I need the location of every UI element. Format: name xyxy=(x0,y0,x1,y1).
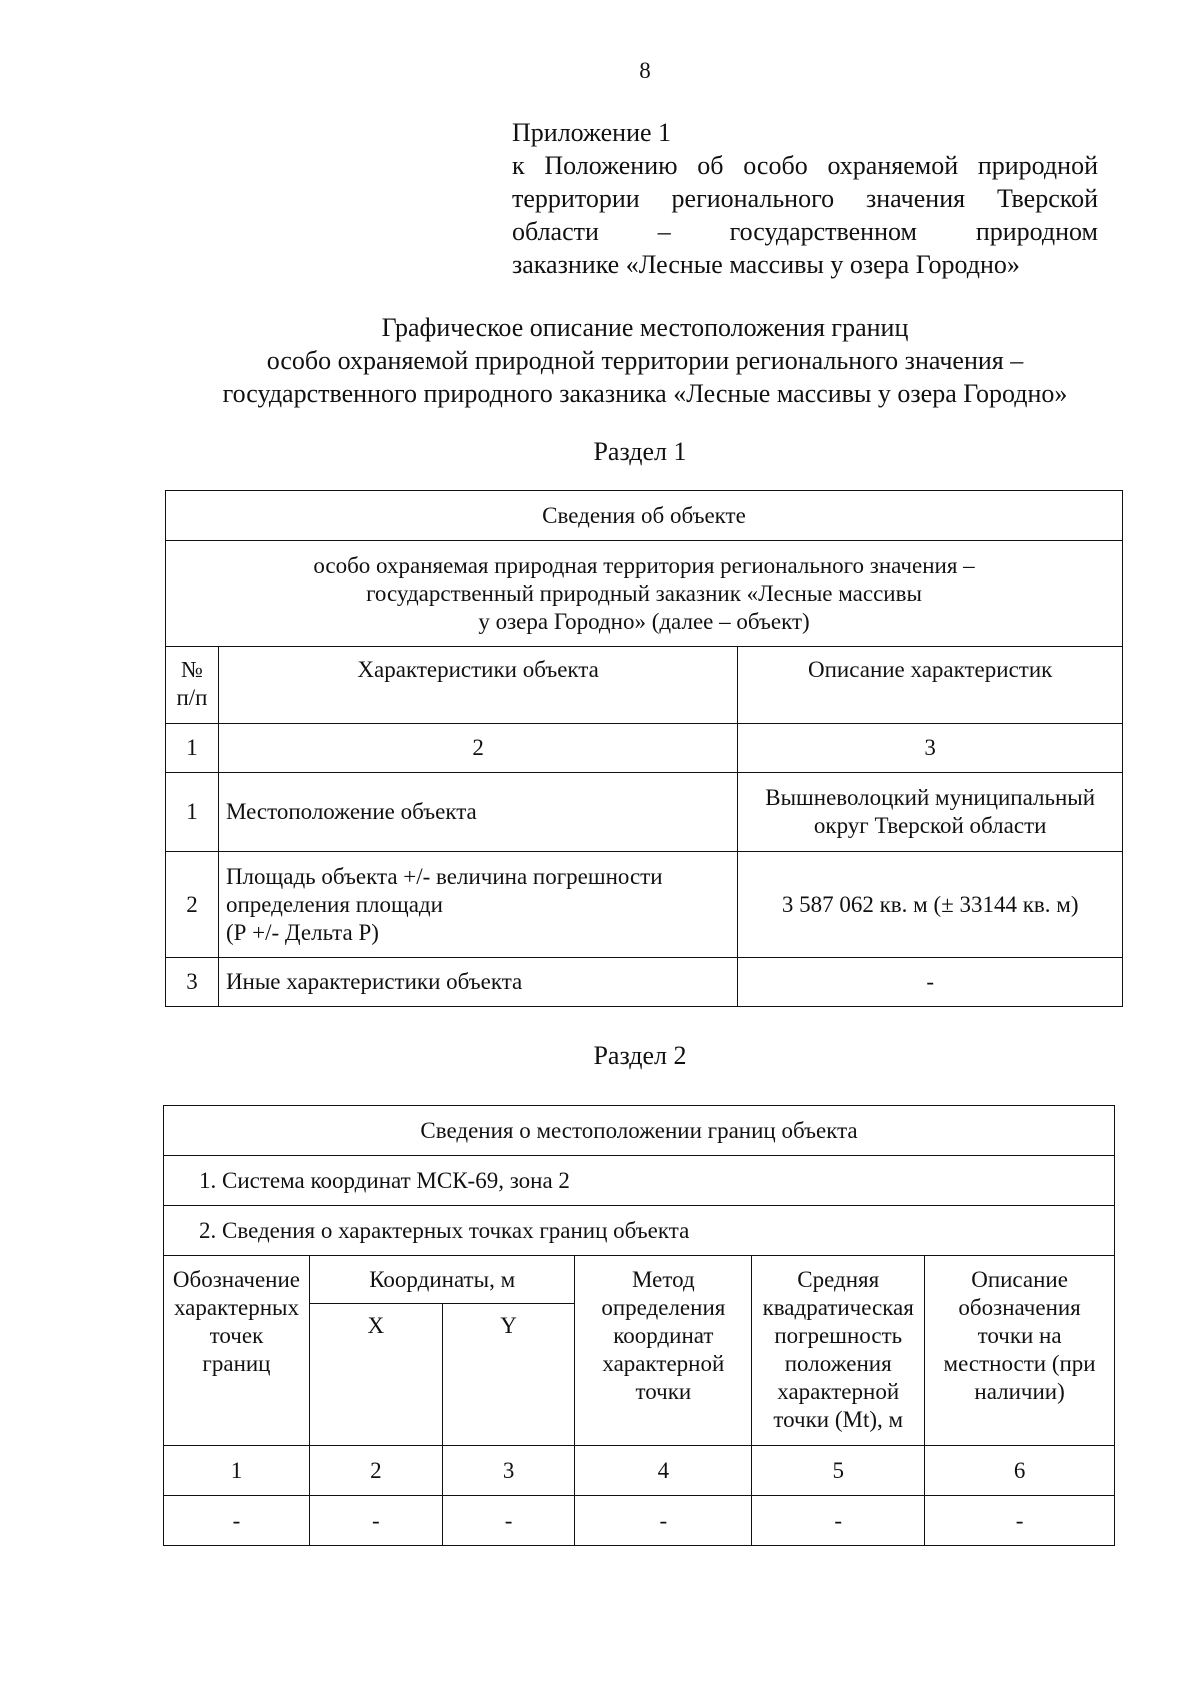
section2-title: Раздел 2 xyxy=(593,1041,687,1070)
header-line: характерной xyxy=(777,1379,900,1404)
appendix-line: области – государственном природном xyxy=(512,217,1098,246)
header-text: № xyxy=(180,657,203,682)
document-title xyxy=(150,311,1140,410)
column-header-method xyxy=(575,1256,752,1446)
title-line: государственного природного заказника «Лесные массивы у озера Городно» xyxy=(222,379,1068,408)
data-cell: - xyxy=(164,1496,310,1546)
section1-title: Раздел 1 xyxy=(593,437,687,466)
object-name-cell xyxy=(166,541,1123,647)
column-number-label: 3 xyxy=(738,724,1123,773)
header-text: п/п xyxy=(176,685,208,710)
table-row xyxy=(166,958,1123,1007)
header-line: точек xyxy=(209,1323,264,1348)
boundary-points-table xyxy=(163,1105,1115,1546)
header-line: характерных xyxy=(173,1295,299,1320)
description-cell: - xyxy=(738,958,1123,1007)
description-line: Вышневолоцкий муниципальный xyxy=(765,785,1096,810)
characteristic-line: Площадь объекта +/- величина погрешности xyxy=(225,863,663,889)
column-number-label: 4 xyxy=(575,1446,752,1496)
appendix-line: территории регионального значения Тверской xyxy=(512,184,1098,213)
points-info-cell: 2. Сведения о характерных точках границ объекта xyxy=(164,1206,1115,1256)
column-header-mean-error xyxy=(752,1256,925,1446)
column-header-x: X xyxy=(309,1304,442,1446)
characteristic-line: (Р +/- Дельта Р) xyxy=(225,919,379,945)
header-line: Описание xyxy=(971,1267,1068,1292)
table-header: Сведения об объекте xyxy=(166,491,1123,541)
column-header-y: Y xyxy=(442,1304,575,1446)
data-cell: - xyxy=(442,1496,575,1546)
header-line: обозначения xyxy=(958,1295,1081,1320)
table-header: Сведения о местоположении границ объекта xyxy=(164,1106,1115,1156)
description-cell: 3 587 062 кв. м (± 33144 кв. м) xyxy=(738,852,1123,958)
header-line: характерной xyxy=(602,1351,725,1376)
page-number: 8 xyxy=(639,58,651,83)
header-line: точки xyxy=(635,1379,692,1404)
header-line: определения xyxy=(601,1295,726,1320)
column-header-coordinates: Координаты, м xyxy=(309,1256,575,1304)
header-line: Метод xyxy=(632,1267,695,1292)
table-row xyxy=(166,773,1123,852)
appendix-block xyxy=(512,116,1098,281)
object-name-line: государственный природный заказник «Лесные массивы xyxy=(366,580,922,606)
description-line: округ Тверской области xyxy=(813,813,1047,838)
column-header-point-description xyxy=(925,1256,1115,1446)
appendix-line: Приложение 1 xyxy=(512,118,672,147)
object-name-line: особо охраняемая природная территория регионального значения – xyxy=(313,552,975,578)
appendix-line: заказнике «Лесные массивы у озера Городно» xyxy=(512,250,1020,279)
header-line: границ xyxy=(202,1351,271,1376)
header-line: квадратическая xyxy=(762,1295,914,1320)
column-number-label: 3 xyxy=(442,1446,575,1496)
column-header-description: Описание характеристик xyxy=(738,647,1123,724)
row-number: 3 xyxy=(166,958,219,1007)
column-number-label: 1 xyxy=(164,1446,310,1496)
data-cell: - xyxy=(925,1496,1115,1546)
column-number-label: 6 xyxy=(925,1446,1115,1496)
characteristic-cell xyxy=(218,852,737,958)
title-line: особо охраняемой природной территории регионального значения – xyxy=(266,346,1024,375)
table-row xyxy=(166,852,1123,958)
column-number-label: 1 xyxy=(166,724,219,773)
characteristic-cell: Иные характеристики объекта xyxy=(218,958,737,1007)
column-number-label: 2 xyxy=(309,1446,442,1496)
coordinate-system-cell: 1. Система координат МСК-69, зона 2 xyxy=(164,1156,1115,1206)
column-header-characteristics: Характеристики объекта xyxy=(218,647,737,724)
row-number: 1 xyxy=(166,773,219,852)
header-line: Средняя xyxy=(797,1267,880,1292)
column-number-label: 2 xyxy=(218,724,737,773)
appendix-line: к Положению об особо охраняемой природной xyxy=(512,151,1098,180)
header-line: Обозначение xyxy=(172,1267,301,1292)
header-line: погрешность xyxy=(774,1323,903,1348)
characteristic-cell: Местоположение объекта xyxy=(218,773,737,852)
header-line: точки на xyxy=(977,1323,1062,1348)
column-header-point-designation xyxy=(164,1256,310,1446)
header-line: местности (при xyxy=(943,1351,1096,1376)
header-line: точки (Mt), м xyxy=(773,1407,904,1432)
title-line: Графическое описание местоположения границ xyxy=(381,313,909,342)
column-header-number xyxy=(166,647,219,724)
column-number-label: 5 xyxy=(752,1446,925,1496)
characteristic-line: определения площади xyxy=(225,891,443,917)
description-cell xyxy=(738,773,1123,852)
data-cell: - xyxy=(752,1496,925,1546)
header-line: координат xyxy=(613,1323,714,1348)
table-row xyxy=(164,1496,1115,1546)
data-cell: - xyxy=(309,1496,442,1546)
object-name-line: у озера Городно» (далее – объект) xyxy=(478,608,810,634)
object-info-table xyxy=(165,490,1123,1007)
header-line: наличии) xyxy=(974,1379,1065,1404)
row-number: 2 xyxy=(166,852,219,958)
header-line: положения xyxy=(784,1351,892,1376)
data-cell: - xyxy=(575,1496,752,1546)
